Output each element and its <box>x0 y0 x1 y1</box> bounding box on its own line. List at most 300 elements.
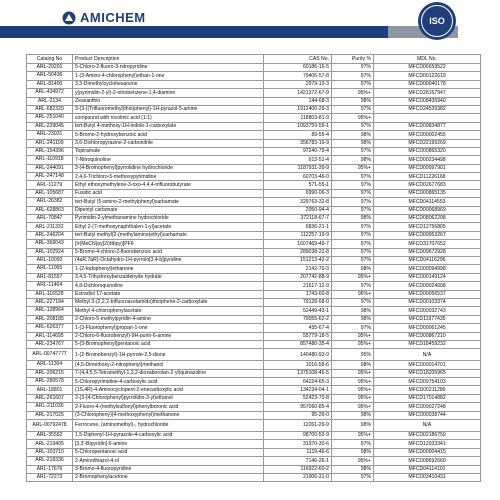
cell-product-description: 2-Aminothiazol-4-ol <box>73 457 264 465</box>
cell-mdl-no: MFCD00867210 <box>374 332 481 340</box>
cell-product-description: 2-Chloro-5-methylpyridin-4-amine <box>73 315 264 323</box>
cell-product-description: [Ir(MeCN)py]2(dtbpy)]PF6 <box>73 240 264 248</box>
table-row <box>27 290 481 298</box>
cell-cas-no: 60703-46-0 <box>264 173 332 181</box>
table-row <box>27 432 481 440</box>
cell-product-description: Ethyl ethoxymethylene-3-oxo-4,4,4-trifluorobutyrate <box>73 181 264 189</box>
cell-product-description: Dipentyl carbonate <box>73 206 264 214</box>
cell-product-description: (3-Chloropheny)(4-methoxyphenyl)methanone <box>73 411 264 419</box>
cell-cas-no: 79128-68-0 <box>264 298 332 306</box>
cell-catalog-no: ARL-219405 <box>27 440 73 448</box>
cell-mdl-no: MFCD00014701 <box>374 361 481 369</box>
cell-cas-no: 1743-60-8 <box>264 290 332 298</box>
cell-cas-no: 957060-85-4 <box>264 403 332 411</box>
table-row <box>27 265 481 273</box>
table-row <box>27 378 481 386</box>
cell-purity: 97% <box>332 231 374 239</box>
cell-product-description: (4,5-Dimethoxy-2-nitrophenyl)methanol <box>73 361 264 369</box>
cell-catalog-no: ARL-18801 <box>27 386 73 394</box>
cell-product-description: (4aR,7aR)-Octahydro-1H-pyrrolo[3,4-b]pyridine <box>73 256 264 264</box>
table-row <box>27 248 481 256</box>
table-row <box>27 72 481 80</box>
cell-product-description: 5-Bromo-4-chloro-2-fluorobenzoic acid <box>73 248 264 256</box>
cell-catalog-no: ARL-17676 <box>27 465 73 473</box>
cell-cas-no: 455-67-4 <box>264 324 332 332</box>
table-row <box>27 105 481 113</box>
table-row <box>27 64 481 72</box>
cell-catalog-no: ARL-35552 <box>27 432 73 440</box>
cell-mdl-no: MFCD12033341 <box>374 440 481 448</box>
table-row <box>27 164 481 172</box>
cell-cas-no: 64224-65-3 <box>264 378 332 386</box>
cell-purity: 97% <box>332 189 374 197</box>
table-row <box>27 114 481 122</box>
cell-mdl-no: MFCD09027248 <box>374 403 481 411</box>
cell-product-description: 3,4,5-Trihydroxybenzaldehyde hydrate <box>73 273 264 281</box>
iso-badge-text: ISO <box>421 5 453 37</box>
cell-cas-no: 98700-53-9 <box>264 432 332 440</box>
table-row <box>27 198 481 206</box>
cell-purity: 97% <box>332 198 374 206</box>
cell-mdl-no: MFCD00002455 <box>374 131 481 139</box>
table-row <box>27 457 481 465</box>
cell-purity: 95%+ <box>332 164 374 172</box>
table-row <box>27 173 481 181</box>
cell-purity: 95%+ <box>332 378 374 386</box>
cell-catalog-no: ARL-11464 <box>27 282 73 290</box>
cell-mdl-no: MFCD00056537 <box>374 290 481 298</box>
table-row <box>27 386 481 394</box>
table-row <box>27 181 481 189</box>
cell-catalog-no: ARL-241199 <box>27 139 73 147</box>
cell-purity: 95%+ <box>332 89 374 97</box>
table-row <box>27 156 481 164</box>
cell-mdl-no: MFCD12756805 <box>374 223 481 231</box>
catalog-table-body <box>27 64 481 482</box>
cell-mdl-no: MFCD00004415 <box>374 448 481 456</box>
cell-cas-no: 6990-06-3 <box>264 189 332 197</box>
cell-cas-no: 329763-32-8 <box>264 198 332 206</box>
cell-cas-no: 55779-18-5 <box>264 332 332 340</box>
cell-catalog-no: ARL-244091 <box>27 164 73 172</box>
cell-purity: 98% <box>332 420 374 432</box>
cell-purity: 95%+ <box>332 114 374 122</box>
cell-cas-no: 95-29-0 <box>264 411 332 419</box>
cell-product-description: tert-Butyl 4-methoxy-1H-indole-1-carboxylate <box>73 122 264 130</box>
cell-purity: 97% <box>332 298 374 306</box>
cell-purity: 98% <box>332 307 374 315</box>
table-row <box>27 361 481 369</box>
cell-product-description: 5-Chloropentanoic acid <box>73 448 264 456</box>
table-row <box>27 298 481 306</box>
table-row <box>27 369 481 377</box>
cell-mdl-no: MFCD08062208 <box>374 215 481 223</box>
header-catalog-no: Catalog No <box>27 55 73 64</box>
cell-product-description: 4,8-Dichloroquinoline <box>73 282 264 290</box>
cell-cas-no: 12261-29-9 <box>264 420 332 432</box>
cell-cas-no: 89-55-4 <box>264 131 332 139</box>
table-row <box>27 131 481 139</box>
cell-catalog-no: ARL-116528 <box>27 290 73 298</box>
cell-purity: 98% <box>332 215 374 223</box>
cell-catalog-no: ARL-11279 <box>27 181 73 189</box>
cell-purity: 96%+ <box>332 290 374 298</box>
cell-product-description: Fusidic acid <box>73 189 264 197</box>
cell-cas-no: 2050-94-4 <box>264 206 332 214</box>
cell-cas-no: 21906-31-0 <box>264 473 332 481</box>
table-row <box>27 324 481 332</box>
cell-mdl-no: MFCD08692660 <box>374 457 481 465</box>
cell-purity: 97% <box>332 473 374 481</box>
cell-product-description: 1-(2-Bromobenzyl)-1H-pyrrole-2,5-dione <box>73 349 264 361</box>
cell-product-description: tert-Butyl (5-amino-2-methylphenyl)carbamate <box>73 198 264 206</box>
cell-product-description: 2-Bromophenylacetone <box>73 473 264 481</box>
cell-product-description: 3-Bromo-4-fluoropyridine <box>73 465 264 473</box>
cell-product-description: 7-Nitroquinoline <box>73 156 264 164</box>
amichem-logo <box>62 10 146 25</box>
cell-cas-no: 2979-19-3 <box>264 80 332 88</box>
header-band-blue <box>0 26 388 38</box>
table-row <box>27 240 481 248</box>
cell-catalog-no: ARL-218336 <box>27 457 73 465</box>
cell-catalog-no: ARL-211036 <box>27 403 73 411</box>
cell-cas-no: 571-55-1 <box>264 181 332 189</box>
cell-product-description: tert-Butyl methyl(2-(methylamino)ethyl)carbamate <box>73 231 264 239</box>
cell-purity: 97% <box>332 105 374 113</box>
cell-mdl-no: MFCD09953267 <box>374 231 481 239</box>
cell-cas-no: 118803-81-9 <box>264 114 332 122</box>
cell-mdl-no: MFCD00103374 <box>374 298 481 306</box>
cell-purity: 95%+ <box>332 386 374 394</box>
cell-cas-no: 7146-26-1 <box>264 457 332 465</box>
cell-mdl-no: MFCD00234498 <box>374 156 481 164</box>
cell-catalog-no: ARL-00792478 <box>27 420 73 432</box>
table-row <box>27 440 481 448</box>
cell-catalog-no: ARL-234767 <box>27 340 73 348</box>
cell-cas-no: 1119-46-6 <box>264 448 332 456</box>
cell-cas-no: 1093759-59-1 <box>264 122 332 130</box>
table-row <box>27 97 481 105</box>
cell-cas-no: 79055-62-2 <box>264 315 332 323</box>
table-row <box>27 349 481 361</box>
cell-catalog-no: ARL-434972 <box>27 89 73 97</box>
cell-purity: 97% <box>332 72 374 80</box>
cell-mdl-no: MFCD09997901 <box>374 164 481 172</box>
cell-catalog-no: ARL-626377 <box>27 324 73 332</box>
cell-purity: 97% <box>332 240 374 248</box>
cell-cas-no: 116922-60-2 <box>264 465 332 473</box>
brand-name: AMICHEM <box>80 10 146 25</box>
cell-mdl-no: MFCD31707652 <box>374 240 481 248</box>
cell-mdl-no: MFCD00032743 <box>374 307 481 315</box>
page-header <box>0 0 500 42</box>
cell-mdl-no: MFCD11977435 <box>374 315 481 323</box>
cell-product-description: compound with nicotinic acid (1:1) <box>73 114 264 122</box>
cell-catalog-no: ARL-29201 <box>27 64 73 72</box>
cell-cas-no: 52449-43-1 <box>264 307 332 315</box>
cell-cas-no: 21617-12-9 <box>264 282 332 290</box>
cell-purity: 97% <box>332 223 374 231</box>
cell-catalog-no: ARL-23031 <box>27 131 73 139</box>
cell-cas-no: 1912400-29-3 <box>264 105 332 113</box>
cell-product-description: Topiramate <box>73 147 264 155</box>
catalog-table <box>26 54 481 482</box>
cell-catalog-no: ARL-81557 <box>27 273 73 281</box>
cell-cas-no: 52423-70-8 <box>264 394 332 402</box>
cell-product-description: 3-(3-((Trifluoromethyl)thio)phenyl)-1H-pyrazol-5-amine <box>73 105 264 113</box>
cell-purity: 97% <box>332 282 374 290</box>
cell-catalog-no: ARL-251040 <box>27 114 73 122</box>
cell-product-description: 1-(3-Fluorophenyl)propan-1-one <box>73 324 264 332</box>
cell-catalog-no: ARL-280578 <box>27 378 73 386</box>
cell-cas-no: 134234-04-1 <box>264 386 332 394</box>
cell-catalog-no: ARL-00747777 <box>27 349 73 361</box>
cell-catalog-no: ARL-239045 <box>27 122 73 130</box>
table-row <box>27 80 481 88</box>
cell-mdl-no: MFCD17014882 <box>374 394 481 402</box>
cell-mdl-no: MFCD24539382 <box>374 105 481 113</box>
header-mdl-no: MDL No. <box>374 55 481 64</box>
cell-mdl-no: MFCD09672928 <box>374 248 481 256</box>
cell-catalog-no: ARL-10092 <box>27 256 73 264</box>
cell-mdl-no: MFCD18205965 <box>374 369 481 377</box>
cell-catalog-no: ARL-208185 <box>27 315 73 323</box>
cell-catalog-no: ARL-227184 <box>27 298 73 306</box>
cell-catalog-no: ARL-261607 <box>27 394 73 402</box>
cell-catalog-no: ARL-50436 <box>27 72 73 80</box>
cell-catalog-no: ARL-682329 <box>27 105 73 113</box>
cell-cas-no: 613-51-4 <box>264 156 332 164</box>
table-row <box>27 147 481 155</box>
cell-cas-no: 140480-93-9 <box>264 349 332 361</box>
table-row <box>27 189 481 197</box>
cell-product-description: Methyl 3-(2,2,2-trifluoroacetamido)thiophene-2-carboxylate <box>73 298 264 306</box>
table-row <box>27 282 481 290</box>
cell-purity: 98% <box>332 465 374 473</box>
iso-certification-badge <box>418 2 456 40</box>
cell-catalog-no: ARL-110918 <box>27 156 73 164</box>
cell-purity: 95%+ <box>332 273 374 281</box>
table-row <box>27 206 481 214</box>
cell-mdl-no: MFCD00040178 <box>374 80 481 88</box>
cell-product-description: Ferrocene, (aminomethyl)-, hydrochloride <box>73 420 264 432</box>
cell-catalog-no: ARL-72273 <box>27 473 73 481</box>
cell-mdl-no: MFCD00865135 <box>374 189 481 197</box>
cell-product-description: 3-(4-Bromophenyl)pyrrolidine hydrochloride <box>73 164 264 172</box>
cell-purity: 98% <box>332 97 374 105</box>
cell-purity: 95%+ <box>332 432 374 440</box>
cell-mdl-no: MFCD00122619 <box>374 72 481 80</box>
cell-catalog-no: ARL-138964 <box>27 307 73 315</box>
cell-mdl-no: N/A <box>374 420 481 432</box>
cell-purity: 95% <box>332 349 374 361</box>
cell-product-description: [3,3'-Bipyridin]-6-amine <box>73 440 264 448</box>
cell-cas-no: 31970-30-6 <box>264 440 332 448</box>
cell-purity: 97% <box>332 256 374 264</box>
cell-product-description: 1-(2-Iodophenyl)ethanone <box>73 265 264 273</box>
table-row <box>27 139 481 147</box>
cell-cas-no: 151213-42-2 <box>264 256 332 264</box>
table-row <box>27 332 481 340</box>
cell-cas-no: 1421372-67-9 <box>264 89 332 97</box>
cell-purity: 98% <box>332 265 374 273</box>
cell-catalog-no: ARL-366043 <box>27 240 73 248</box>
cell-cas-no: 6836-21-1 <box>264 223 332 231</box>
table-row <box>27 465 481 473</box>
cell-purity: 97% <box>332 173 374 181</box>
cell-mdl-no: MFCD18459232 <box>374 340 481 348</box>
cell-catalog-no: ARL-102924 <box>27 248 73 256</box>
table-row <box>27 215 481 223</box>
cell-purity: 95%+ <box>332 403 374 411</box>
cell-mdl-no: MFCD02677683 <box>374 181 481 189</box>
cell-purity: 97% <box>332 181 374 189</box>
cell-product-description: 3,6-Dichloropyrazine-2-carbonitrile <box>73 139 264 147</box>
cell-purity: 97% <box>332 64 374 72</box>
cell-mdl-no: MFCD11226168 <box>374 173 481 181</box>
cell-purity: 97% <box>332 122 374 130</box>
table-row <box>27 340 481 348</box>
cell-product-description: 2,4,6-Trichloro-5-methoxypyrimidine <box>73 173 264 181</box>
cell-mdl-no: MFCD00068969 <box>374 206 481 214</box>
cell-cas-no: 356783-16-9 <box>264 139 332 147</box>
cell-product-description: Zeaxanthin <box>73 97 264 105</box>
table-row <box>27 394 481 402</box>
cell-cas-no: 372118-67-7 <box>264 215 332 223</box>
table-row <box>27 448 481 456</box>
cell-purity: 95%+ <box>332 332 374 340</box>
table-row <box>27 223 481 231</box>
cell-catalog-no: ARL-11304 <box>27 361 73 369</box>
cell-product-description: 2-Fluoro-4-(methylsulfonyl)phenylboronic acid <box>73 403 264 411</box>
cell-mdl-no: MFCD00149124 <box>374 273 481 281</box>
table-row <box>27 403 481 411</box>
cell-catalog-no: ARL-628863 <box>27 206 73 214</box>
table-row <box>27 315 481 323</box>
cell-purity: 98% <box>332 361 374 369</box>
cell-purity: 95%+ <box>332 369 374 377</box>
cell-cas-no: 2142-70-3 <box>264 265 332 273</box>
cell-catalog-no: ARL-81400 <box>27 80 73 88</box>
cell-mdl-no: MFCD06659522 <box>374 64 481 72</box>
cell-cas-no: 1375108-46-5 <box>264 369 332 377</box>
cell-catalog-no: ARL-211332 <box>27 223 73 231</box>
cell-mdl-no: N/A <box>374 349 481 361</box>
cell-product-description: (1S,4R)-4-Aminocyclopent-2-enecarboxylic acid <box>73 386 264 394</box>
cell-purity: 97% <box>332 206 374 214</box>
cell-catalog-no: ARL-154396 <box>27 147 73 155</box>
cell-mdl-no: MFCD00038744 <box>374 411 481 419</box>
cell-purity: 95%+ <box>332 457 374 465</box>
cell-product-description: 1-(3-Amino-4-chlorophenyl)ethan-1-one <box>73 72 264 80</box>
cell-cas-no: 60186-16-5 <box>264 64 332 72</box>
header-purity: Purity % <box>332 55 374 64</box>
cell-purity: 95%+ <box>332 394 374 402</box>
cell-mdl-no: MFCD09754103 <box>374 378 481 386</box>
cell-purity: 98% <box>332 156 374 164</box>
cell-catalog-no: ARL-26382 <box>27 198 73 206</box>
cell-mdl-no: MFCD04114553 <box>374 198 481 206</box>
table-row <box>27 256 481 264</box>
cell-cas-no: 1607469-49-7 <box>264 240 332 248</box>
cell-cas-no: 79406-57-8 <box>264 72 332 80</box>
cell-catalog-no: ARL-246204 <box>27 231 73 239</box>
cell-mdl-no: MFCD04116296 <box>374 256 481 264</box>
header-product-description: Product Description <box>73 55 264 64</box>
cell-purity: 98% <box>332 411 374 419</box>
cell-catalog-no: ARL-2134 <box>27 97 73 105</box>
cell-mdl-no: MFCD22199269 <box>374 139 481 147</box>
table-header-row <box>27 55 481 64</box>
cell-product-description: Ethyl 2-(7-methoxynaphthalen-1-yl)acetate <box>73 223 264 231</box>
cell-purity: 98% <box>332 131 374 139</box>
cell-purity: 98% <box>332 448 374 456</box>
cell-product-description: y(pyrimidin-2-yl)-2-nitrobenzene-1,4-diamine <box>73 89 264 97</box>
cell-purity: 95%+ <box>332 340 374 348</box>
cell-purity: 98% <box>332 315 374 323</box>
amichem-logo-icon <box>62 11 76 25</box>
cell-mdl-no: MFCD00061245 <box>374 324 481 332</box>
cell-cas-no: 1187931-39-9 <box>264 164 332 172</box>
table-row <box>27 122 481 130</box>
cell-product-description: Estradiol 17-acetate <box>73 290 264 298</box>
cell-purity: 97% <box>332 147 374 155</box>
cell-purity: 98% <box>332 139 374 147</box>
table-row <box>27 420 481 432</box>
cell-mdl-no: MFCD02186759 <box>374 432 481 440</box>
cell-catalog-no: ARL-105687 <box>27 189 73 197</box>
cell-product-description: 1,5-Diphenyl-1H-pyrazole-4-carboxylic acid <box>73 432 264 440</box>
cell-mdl-no: MFCD00094998 <box>374 265 481 273</box>
cell-cas-no: 857480-35-4 <box>264 340 332 348</box>
cell-product-description: 2-(3-(4-Chlorophenyl)pyrrolidin-3-yl)ethanol <box>73 394 264 402</box>
cell-mdl-no: MFCD09834877 <box>374 122 481 130</box>
table-row <box>27 307 481 315</box>
cell-catalog-no: ARL-70847 <box>27 215 73 223</box>
cell-mdl-no: MFCD08435940 <box>374 97 481 105</box>
cell-product-description: 3,3-Dimethylcyclohexanone <box>73 80 264 88</box>
cell-product-description: 5-Bromo-2-hydroxybenzoic acid <box>73 131 264 139</box>
cell-mdl-no: MFCD04114101 <box>374 465 481 473</box>
cell-cas-no: 1016-58-6 <box>264 361 332 369</box>
cell-mdl-no: MFCD00024008 <box>374 282 481 290</box>
table-row <box>27 89 481 97</box>
table-row <box>27 411 481 419</box>
cell-purity: 97% <box>332 80 374 88</box>
table-row <box>27 273 481 281</box>
cell-catalog-no: ARL-247148 <box>27 173 73 181</box>
cell-cas-no: 97240-79-4 <box>264 147 332 155</box>
cell-catalog-no: ARL-11065 <box>27 265 73 273</box>
cell-catalog-no: ARL-114695 <box>27 332 73 340</box>
cell-product-description: 7-(4,4,5,5-Tetramethyl-1,3,2-dioxaborolan-2-yl)quinazoline <box>73 369 264 377</box>
cell-cas-no: 112257-19-9 <box>264 231 332 239</box>
cell-purity: 97% <box>332 324 374 332</box>
cell-product-description: 2-Chloro-6-fluorobenzyl)-9H-purin-6-amine <box>73 332 264 340</box>
cell-mdl-no: MFCD00211286 <box>374 386 481 394</box>
cell-product-description: 5-Chloro-2-fluoro-3-nitropyridine <box>73 64 264 72</box>
cell-cas-no: 207742-88-9 <box>264 273 332 281</box>
cell-product-description: Methyl 4-chlorophenylacetate <box>73 307 264 315</box>
cell-catalog-no: ARL-206215 <box>27 369 73 377</box>
cell-mdl-no: MFCD03410431 <box>374 473 481 481</box>
cell-mdl-no: MFCD00865320 <box>374 147 481 155</box>
cell-cas-no: 289038-22-8 <box>264 248 332 256</box>
cell-cas-no: 144-68-3 <box>264 97 332 105</box>
cell-product-description: 5-Chloropyrimidine-4-carboxylic acid <box>73 378 264 386</box>
table-row <box>27 473 481 481</box>
cell-catalog-no: ARL-217025 <box>27 411 73 419</box>
